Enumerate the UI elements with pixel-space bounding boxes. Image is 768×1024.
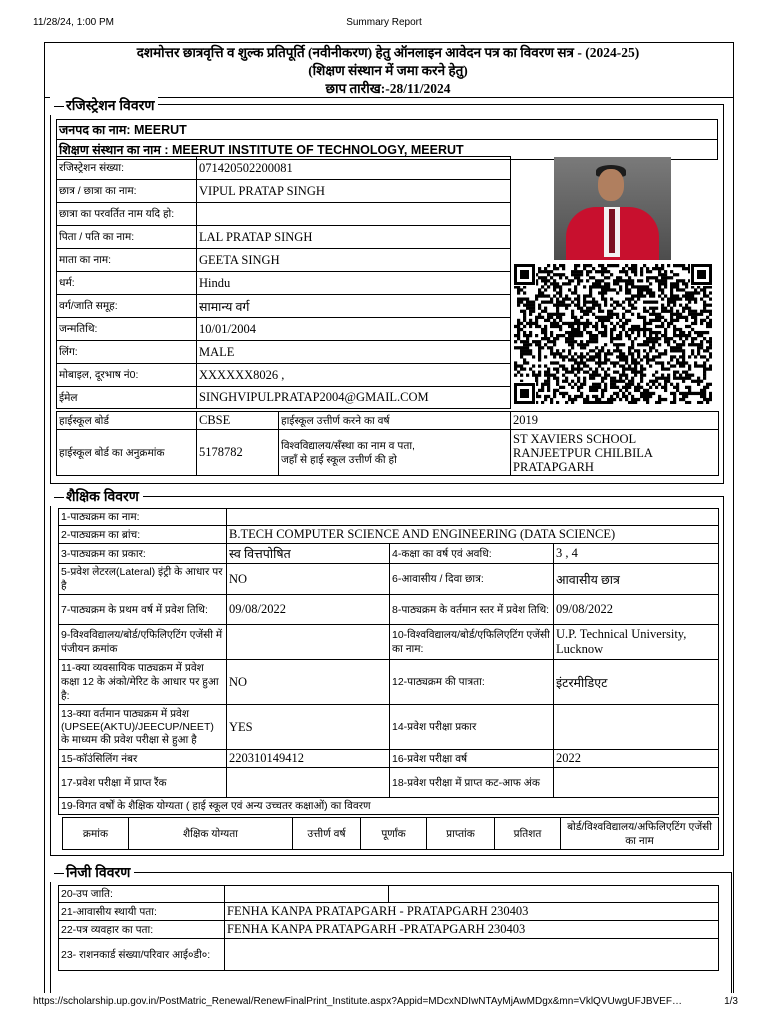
academic-legend: शैक्षिक विवरण — [50, 487, 143, 506]
counselling-number-label: 15-कॉउंसिलिंग नंबर — [59, 750, 227, 768]
entrance-exam-admission: YES — [227, 705, 390, 750]
detail-row — [57, 226, 511, 249]
current-level-admission-label: 8-पाठ्यक्रम के वर्तमान स्तर में प्रवेश तिथि: — [390, 595, 554, 625]
date-of-birth: 10/01/2004 — [197, 318, 511, 341]
lateral-entry: NO — [227, 564, 390, 595]
hs-board-label: हाईस्कूल बोर्ड — [57, 412, 197, 430]
print-date: छाप तारीख:-28/11/2024 — [325, 81, 451, 96]
detail-label: माता का नाम: — [57, 249, 197, 272]
print-header — [33, 17, 735, 31]
detail-row — [57, 387, 511, 409]
sub-caste — [225, 886, 389, 903]
sub-caste-label: 20-उप जाति: — [59, 886, 225, 903]
detail-row — [57, 341, 511, 364]
qr-code — [514, 264, 712, 404]
correspondence-address: FENHA KANPA PRATAPGARH -PRATAPGARH 230403 — [225, 921, 719, 939]
correspondence-address-label: 22-पत्र व्यवहार का पता: — [59, 921, 225, 939]
residential: आवासीय छात्र — [554, 564, 719, 595]
course-branch: B.TECH COMPUTER SCIENCE AND ENGINEERING (DATA SCIENCE) — [227, 526, 719, 544]
detail-label: छात्र / छात्रा का नाम: — [57, 180, 197, 203]
entrance-exam-type — [554, 705, 719, 750]
university-registration — [227, 625, 390, 660]
detail-row — [57, 157, 511, 180]
class-year: 3 , 4 — [554, 544, 719, 564]
course-type-label: 3-पाठ्यक्रम का प्रकार: — [59, 544, 227, 564]
print-datetime: 11/28/24, 1:00 PM — [33, 17, 114, 28]
category: सामान्य वर्ग — [197, 295, 511, 318]
permanent-address-label: 21-आवासीय स्थायी पता: — [59, 903, 225, 921]
detail-label: वर्ग/जाति समूह: — [57, 295, 197, 318]
hs-year-label: हाईस्कूल उत्तीर्ण करने का वर्ष — [279, 412, 511, 430]
past-qualification-label: 19-विगत वर्षों के शैक्षिक योग्यता ( हाई स्कूल एवं अन्य उच्चतर कक्षाओं) का विवरण — [59, 798, 719, 815]
father-name: LAL PRATAP SINGH — [197, 226, 511, 249]
detail-label: रजिस्ट्रेशन संख्या: — [57, 157, 197, 180]
district-name: जनपद का नाम: MEERUT — [57, 120, 718, 140]
qual-header: प्राप्तांक — [427, 818, 495, 850]
institute-name: शिक्षण संस्थान का नाम : MEERUT INSTITUTE OF TECHNOLOGY, MEERUT — [57, 140, 718, 160]
email: SINGHVIPULPRATAP2004@GMAIL.COM — [197, 387, 511, 409]
print-page-title: Summary Report — [346, 17, 422, 28]
university-name: U.P. Technical University, Lucknow — [554, 625, 719, 660]
first-year-admission-label: 7-पाठ्यक्रम के प्रथम वर्ष में प्रवेश तिथि: — [59, 595, 227, 625]
first-year-admission-date: 09/08/2022 — [227, 595, 390, 625]
hs-board: CBSE — [197, 412, 279, 430]
religion: Hindu — [197, 272, 511, 295]
document-title — [44, 42, 732, 98]
hs-school-label: विश्वविद्यालय/सँस्था का नाम व पता, जहाँ से हाई स्कूल उत्तीर्ण की हो — [279, 430, 511, 476]
entrance-rank — [227, 768, 390, 798]
merit-admission-label: 11-क्या व्यवसायिक पाठ्यक्रम में प्रवेश कक्षा 12 के अंको/मेरिट के आधार पर हुआ है: — [59, 660, 227, 705]
print-footer — [33, 996, 738, 1010]
ration-card — [225, 939, 719, 971]
mother-name: GEETA SINGH — [197, 249, 511, 272]
mobile-number: XXXXXX8026 , — [197, 364, 511, 387]
course-branch-label: 2-पाठ्यक्रम का ब्रांच: — [59, 526, 227, 544]
university-registration-label: 9-विश्वविद्यालय/बोर्ड/एफिलिएटिंग एजेंसी में पंजीयन क्रमांक — [59, 625, 227, 660]
entrance-exam-admission-label: 13-क्या वर्तमान पाठ्यक्रम में प्रवेश (UPSEE(AKTU)/JEECUP/NEET) के माध्यम की प्रवेश परीक्षा से हुआ है — [59, 705, 227, 750]
entrance-exam-year-label: 16-प्रवेश परीक्षा वर्ष — [390, 750, 554, 768]
qual-header: शैक्षिक योग्यता — [129, 818, 293, 850]
registration-legend: रजिस्ट्रेशन विवरण — [50, 96, 158, 115]
cutoff-marks-label: 18-प्रवेश परीक्षा में प्राप्त कट-आफ अंक — [390, 768, 554, 798]
student-details-table — [56, 156, 511, 409]
entrance-exam-year: 2022 — [554, 750, 719, 768]
detail-row — [57, 249, 511, 272]
gender: MALE — [197, 341, 511, 364]
hs-roll-label: हाईस्कूल बोर्ड का अनुक्रमांक — [57, 430, 197, 476]
qualification-header-row — [63, 818, 719, 850]
personal-legend: निजी विवरण — [50, 863, 134, 882]
changed-name — [197, 203, 511, 226]
title-line-2: (शिक्षण संस्थान में जमा करने हेतु) — [308, 63, 468, 78]
detail-row — [57, 295, 511, 318]
course-name-label: 1-पाठ्यक्रम का नाम: — [59, 509, 227, 526]
class-year-label: 4-कक्षा का वर्ष एवं अवधि: — [390, 544, 554, 564]
entrance-rank-label: 17-प्रवेश परीक्षा में प्राप्त रैंक — [59, 768, 227, 798]
print-url: https://scholarship.up.gov.in/PostMatric_Renewal/RenewFinalPrint_Institute.aspx?Appid=MDcxNDIwNTAyMjAwMDgx&mn=VklQVUwgUFJBVEF… — [33, 996, 682, 1007]
student-photo — [554, 157, 671, 260]
qual-header: बोर्ड/विश्वविद्यालय/अफिलिएटिंग एजेंसी का नाम — [561, 818, 719, 850]
qualification-table — [62, 817, 719, 850]
qual-header: प्रतिशत — [495, 818, 561, 850]
ration-card-label: 23- राशनकार्ड संख्या/परिवार आई०डी०: — [59, 939, 225, 971]
entrance-exam-type-label: 14-प्रवेश परीक्षा प्रकार — [390, 705, 554, 750]
eligibility-label: 12-पाठ्यक्रम की पात्रता: — [390, 660, 554, 705]
cutoff-marks — [554, 768, 719, 798]
qual-header: उत्तीर्ण वर्ष — [293, 818, 361, 850]
detail-label: छात्रा का परवर्तित नाम यदि हो: — [57, 203, 197, 226]
personal-table — [58, 885, 719, 971]
detail-row — [57, 364, 511, 387]
detail-label: ईमेल — [57, 387, 197, 409]
lateral-entry-label: 5-प्रवेश लेटरल(Lateral) इंट्री के आधार पर है — [59, 564, 227, 595]
eligibility: इंटरमीडिएट — [554, 660, 719, 705]
current-level-admission-date: 09/08/2022 — [554, 595, 719, 625]
hs-year: 2019 — [511, 412, 719, 430]
university-name-label: 10-विश्वविद्यालय/बोर्ड/एफिलिएटिंग एजेंसी का नाम: — [390, 625, 554, 660]
hs-roll: 5178782 — [197, 430, 279, 476]
detail-label: लिंग: — [57, 341, 197, 364]
registration-number: 071420502200081 — [197, 157, 511, 180]
residential-label: 6-आवासीय / दिवा छात्र: — [390, 564, 554, 595]
qual-header: क्रमांक — [63, 818, 129, 850]
detail-row — [57, 318, 511, 341]
detail-row — [57, 180, 511, 203]
detail-label: जन्मतिथि: — [57, 318, 197, 341]
course-type: स्व वित्तपोषित — [227, 544, 390, 564]
registration-header-table — [56, 119, 718, 160]
detail-label: धर्म: — [57, 272, 197, 295]
hs-school: ST XAVIERS SCHOOL RANJEETPUR CHILBILA PRATAPGARH — [511, 430, 719, 476]
student-name: VIPUL PRATAP SINGH — [197, 180, 511, 203]
course-name — [227, 509, 719, 526]
merit-admission: NO — [227, 660, 390, 705]
academic-table — [58, 508, 719, 815]
detail-row — [57, 272, 511, 295]
detail-label: मोबाइल, दूरभाष नं0: — [57, 364, 197, 387]
title-line-1: दशमोत्तर छात्रवृत्ति व शुल्क प्रतिपूर्ति (नवीनीकरण) हेतु ऑनलाइन आवेदन पत्र का विवरण सत्र - (2024-25) — [136, 45, 640, 60]
counselling-number: 220310149412 — [227, 750, 390, 768]
qual-header: पूर्णांक — [361, 818, 427, 850]
highschool-table — [56, 411, 719, 476]
detail-label: पिता / पति का नाम: — [57, 226, 197, 249]
print-page-number: 1/3 — [724, 996, 738, 1007]
detail-row — [57, 203, 511, 226]
permanent-address: FENHA KANPA PRATAPGARH - PRATAPGARH 230403 — [225, 903, 719, 921]
